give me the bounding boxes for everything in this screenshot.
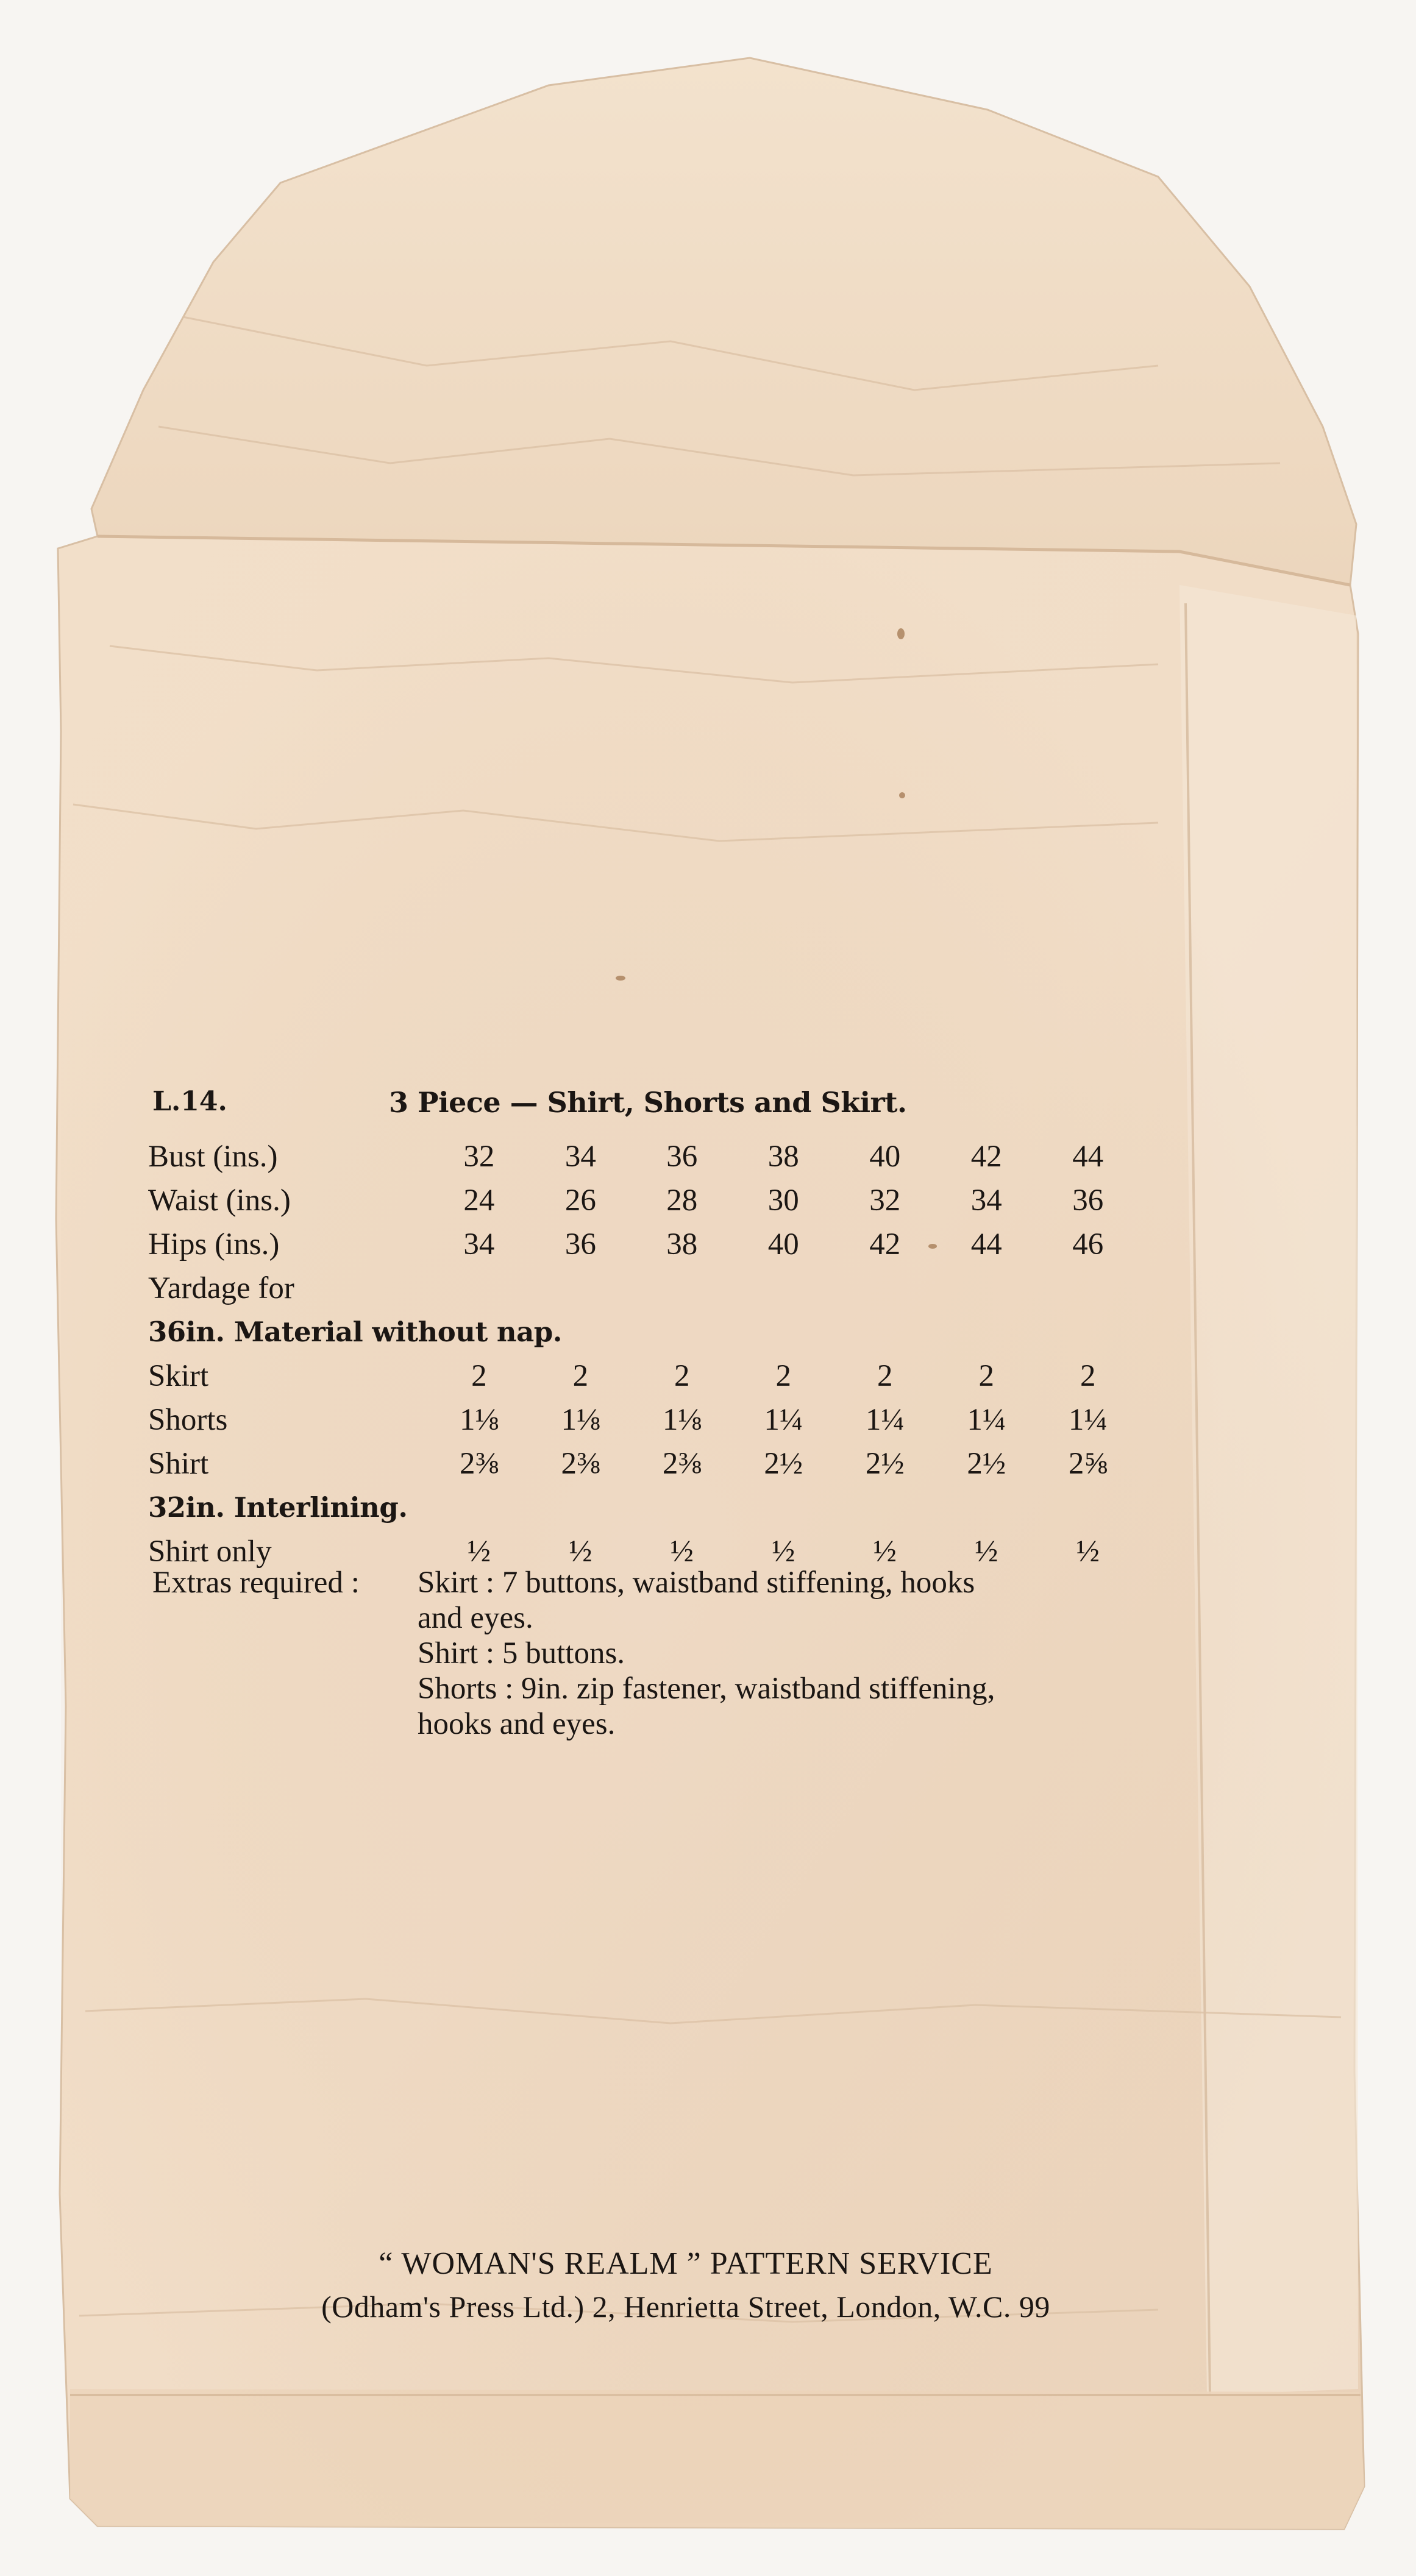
yardage-row [148, 1398, 1139, 1442]
size-value: ½ [975, 1535, 998, 1569]
extras-line: Shorts : 9in. zip fastener, waistband stiffening, [418, 1672, 995, 1706]
row-label: Hips (ins.) [148, 1227, 280, 1261]
size-value: ½ [670, 1535, 694, 1569]
extras-line: Skirt : 7 buttons, waistband stiffening, hooks [418, 1566, 975, 1600]
size-value: 32 [869, 1183, 901, 1218]
size-value: 2 [877, 1359, 893, 1393]
size-value: 1⅛ [662, 1403, 702, 1437]
size-value: 2⅜ [459, 1447, 499, 1481]
extras-line: Shirt : 5 buttons. [418, 1636, 625, 1670]
size-value: 28 [666, 1183, 698, 1218]
size-value: 38 [767, 1140, 799, 1174]
measurement-row [148, 1135, 1139, 1179]
service-address: (Odham's Press Ltd.) 2, Henrietta Street, London, W.C. 99 [321, 2290, 1050, 2324]
size-value: 36 [666, 1140, 698, 1174]
size-value: 2 [572, 1359, 589, 1393]
size-value: 2⅝ [1068, 1447, 1108, 1481]
size-value: 2 [978, 1359, 994, 1393]
material-heading-row [148, 1310, 1139, 1354]
row-label: Waist (ins.) [148, 1183, 291, 1218]
size-value: 34 [463, 1227, 495, 1261]
size-value: 2 [674, 1359, 690, 1393]
measurement-row [148, 1179, 1139, 1222]
size-value: 38 [666, 1227, 698, 1261]
extras-line: hooks and eyes. [418, 1707, 616, 1741]
size-value: 1¼ [764, 1403, 803, 1437]
size-value: 34 [564, 1140, 596, 1174]
size-value: ½ [772, 1535, 795, 1569]
pattern-title: 3 Piece — Shirt, Shorts and Skirt. [389, 1086, 907, 1119]
size-value: 2 [471, 1359, 487, 1393]
size-yardage-table [148, 1135, 1139, 1574]
interlining-heading: 32in. Interlining. [148, 1491, 408, 1524]
size-value: 1¼ [865, 1403, 905, 1437]
size-value: ½ [467, 1535, 491, 1569]
size-value: 2½ [865, 1447, 905, 1481]
size-value: 32 [463, 1140, 495, 1174]
interlining-heading-row [148, 1486, 1139, 1530]
row-label: Bust (ins.) [148, 1140, 278, 1174]
pattern-number: L.14. [152, 1086, 227, 1117]
size-value: ½ [1076, 1535, 1100, 1569]
extras-lines [418, 1565, 1122, 1742]
size-value: 46 [1072, 1227, 1104, 1261]
size-value: 40 [767, 1227, 799, 1261]
row-label: Shorts [148, 1403, 228, 1437]
yardage-label: Yardage for [148, 1271, 294, 1305]
size-value: 36 [1072, 1183, 1104, 1218]
size-value: ½ [873, 1535, 897, 1569]
size-value: 26 [564, 1183, 596, 1218]
yardage-label-row [148, 1266, 1139, 1310]
size-value: 24 [463, 1183, 495, 1218]
material-heading: 36in. Material without nap. [148, 1316, 562, 1348]
size-value: 2⅜ [662, 1447, 702, 1481]
row-label: Skirt [148, 1359, 209, 1393]
size-value: 30 [767, 1183, 799, 1218]
size-value: 36 [564, 1227, 596, 1261]
measurement-row [148, 1222, 1139, 1266]
size-value: 2⅜ [561, 1447, 600, 1481]
size-value: 40 [869, 1140, 901, 1174]
size-value: 44 [1072, 1140, 1104, 1174]
size-value: 1¼ [967, 1403, 1006, 1437]
service-name: “ WOMAN'S REALM ” PATTERN SERVICE [379, 2246, 993, 2281]
yardage-row [148, 1442, 1139, 1486]
yardage-row [148, 1354, 1139, 1398]
size-value: 44 [970, 1227, 1002, 1261]
size-value: 42 [869, 1227, 901, 1261]
extras-label: Extras required : [152, 1566, 360, 1600]
size-value: 2½ [764, 1447, 803, 1481]
size-value: 42 [970, 1140, 1002, 1174]
size-value: 2 [775, 1359, 791, 1393]
size-value: 1⅛ [561, 1403, 600, 1437]
pattern-service-footer [122, 2243, 1250, 2328]
extras-line: and eyes. [418, 1601, 533, 1635]
size-value: 1¼ [1068, 1403, 1108, 1437]
size-value: 2½ [967, 1447, 1006, 1481]
row-label: Shirt only [148, 1535, 272, 1569]
size-value: 1⅛ [459, 1403, 499, 1437]
size-value: ½ [569, 1535, 592, 1569]
size-value: 2 [1080, 1359, 1096, 1393]
row-label: Shirt [148, 1447, 209, 1481]
size-value: 34 [970, 1183, 1002, 1218]
pattern-heading [152, 1086, 1158, 1141]
